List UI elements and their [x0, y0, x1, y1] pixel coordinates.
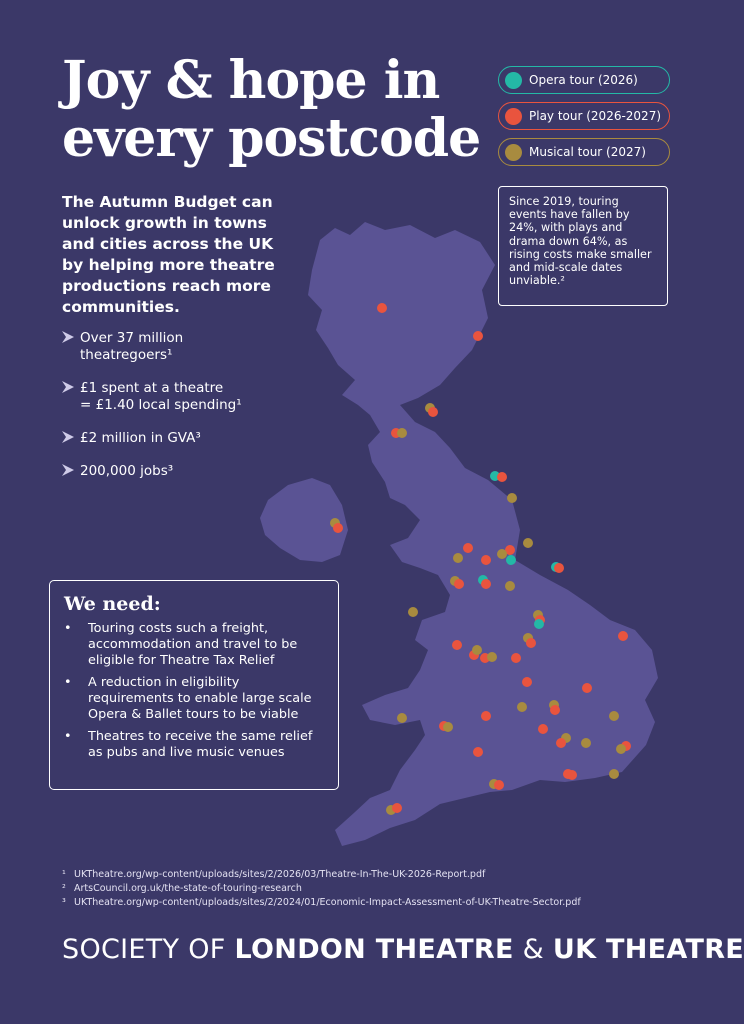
play-tour-dot: [497, 472, 507, 482]
we-need-item: • Touring costs such a freight, accommodation and travel to be eligible for Theatre Tax Relief: [64, 621, 324, 669]
legend-label: Play tour (2026-2027): [529, 109, 662, 123]
page-title: [62, 52, 482, 168]
we-need-heading: We need:: [64, 593, 161, 615]
musical-tour-dot: [616, 744, 626, 754]
we-need-item: • A reduction in eligibility requirements to enable large scale Opera & Ballet tours to be viable: [64, 675, 324, 723]
brand-london-theatre: LONDON THEATRE: [234, 934, 514, 965]
arrow-icon: [62, 381, 74, 393]
play-tour-dot: [554, 563, 564, 573]
we-need-box: [49, 580, 339, 790]
play-dot-icon: [505, 108, 522, 125]
brand-uk-theatre: UK THEATRE: [552, 934, 744, 965]
title-line-1: Joy & hope in: [62, 50, 440, 111]
footnote-link[interactable]: UKTheatre.org/wp-content/uploads/sites/2/2024/01/Economic-Impact-Assessment-of-UK-Theatre-Sector.pdf: [74, 897, 581, 908]
legend-item-play: [498, 102, 670, 130]
play-tour-dot: [481, 555, 491, 565]
opera-dot-icon: [505, 72, 522, 89]
stat-line-2: theatregoers¹: [80, 347, 173, 363]
play-tour-dot: [473, 747, 483, 757]
musical-tour-dot: [397, 713, 407, 723]
musical-dot-icon: [505, 144, 522, 161]
footnote: [62, 896, 581, 910]
stat-line-2: = £1.40 local spending¹: [80, 397, 242, 413]
play-tour-dot: [452, 640, 462, 650]
play-tour-dot: [392, 803, 402, 813]
map-legend: [498, 66, 670, 174]
title-line-2: every postcode: [62, 108, 481, 169]
arrow-icon: [62, 431, 74, 443]
brand-logo: [62, 934, 744, 965]
play-tour-dot: [511, 653, 521, 663]
musical-tour-dot: [523, 538, 533, 548]
musical-tour-dot: [472, 645, 482, 655]
footnote-link[interactable]: UKTheatre.org/wp-content/uploads/sites/2/2026/03/Theatre-In-The-UK-2026-Report.pdf: [74, 869, 486, 880]
play-tour-dot: [377, 303, 387, 313]
brand-ampersand: &: [513, 934, 553, 965]
play-tour-dot: [556, 738, 566, 748]
musical-tour-dot: [497, 549, 507, 559]
legend-item-musical: [498, 138, 670, 166]
footnote-number: ²: [62, 883, 66, 894]
stat-line-1: £2 million in GVA³: [80, 430, 201, 446]
musical-tour-dot: [505, 581, 515, 591]
opera-tour-dot: [506, 555, 516, 565]
play-tour-dot: [481, 579, 491, 589]
arrow-icon: [62, 464, 74, 476]
play-tour-dot: [473, 331, 483, 341]
stat-line-1: Over 37 million: [80, 330, 184, 346]
play-tour-dot: [567, 770, 577, 780]
play-tour-dot: [538, 724, 548, 734]
footnote-number: ¹: [62, 869, 66, 880]
footnote-link[interactable]: ArtsCouncil.org.uk/the-state-of-touring-research: [74, 883, 302, 894]
footnote: [62, 882, 581, 896]
legend-label: Opera tour (2026): [529, 73, 638, 87]
musical-tour-dot: [609, 769, 619, 779]
play-tour-dot: [522, 677, 532, 687]
legend-item-opera: [498, 66, 670, 94]
intro-text: The Autumn Budget can unlock growth in towns and cities across the UK by helping more theatre productions reach more communities.: [62, 193, 275, 316]
musical-tour-dot: [453, 553, 463, 563]
musical-tour-dot: [581, 738, 591, 748]
brand-society-of: SOCIETY OF: [62, 934, 235, 965]
we-need-item: • Theatres to receive the same relief as pubs and live music venues: [64, 729, 324, 761]
musical-tour-dot: [408, 607, 418, 617]
play-tour-dot: [428, 407, 438, 417]
play-tour-dot: [454, 579, 464, 589]
play-tour-dot: [333, 523, 343, 533]
musical-tour-dot: [517, 702, 527, 712]
stat-line-1: £1 spent at a theatre: [80, 380, 224, 396]
play-tour-dot: [618, 631, 628, 641]
play-tour-dot: [550, 705, 560, 715]
footnote: [62, 868, 581, 882]
arrow-icon: [62, 331, 74, 343]
musical-tour-dot: [487, 652, 497, 662]
opera-tour-dot: [534, 619, 544, 629]
musical-tour-dot: [443, 722, 453, 732]
footnotes: [62, 868, 581, 910]
play-tour-dot: [526, 638, 536, 648]
musical-tour-dot: [609, 711, 619, 721]
great-britain-landmass: [308, 222, 658, 846]
play-tour-dot: [481, 711, 491, 721]
we-need-list: [64, 621, 324, 761]
play-tour-dot: [463, 543, 473, 553]
legend-label: Musical tour (2027): [529, 145, 646, 159]
stat-line-1: 200,000 jobs³: [80, 463, 174, 479]
play-tour-dot: [582, 683, 592, 693]
musical-tour-dot: [507, 493, 517, 503]
footnote-number: ³: [62, 897, 66, 908]
play-tour-dot: [494, 780, 504, 790]
musical-tour-dot: [397, 428, 407, 438]
touring-stat-callout: Since 2019, touring events have fallen by 24%, with plays and drama down 64%, as rising costs make smaller and mid-scale dates unviable.²: [498, 186, 668, 306]
